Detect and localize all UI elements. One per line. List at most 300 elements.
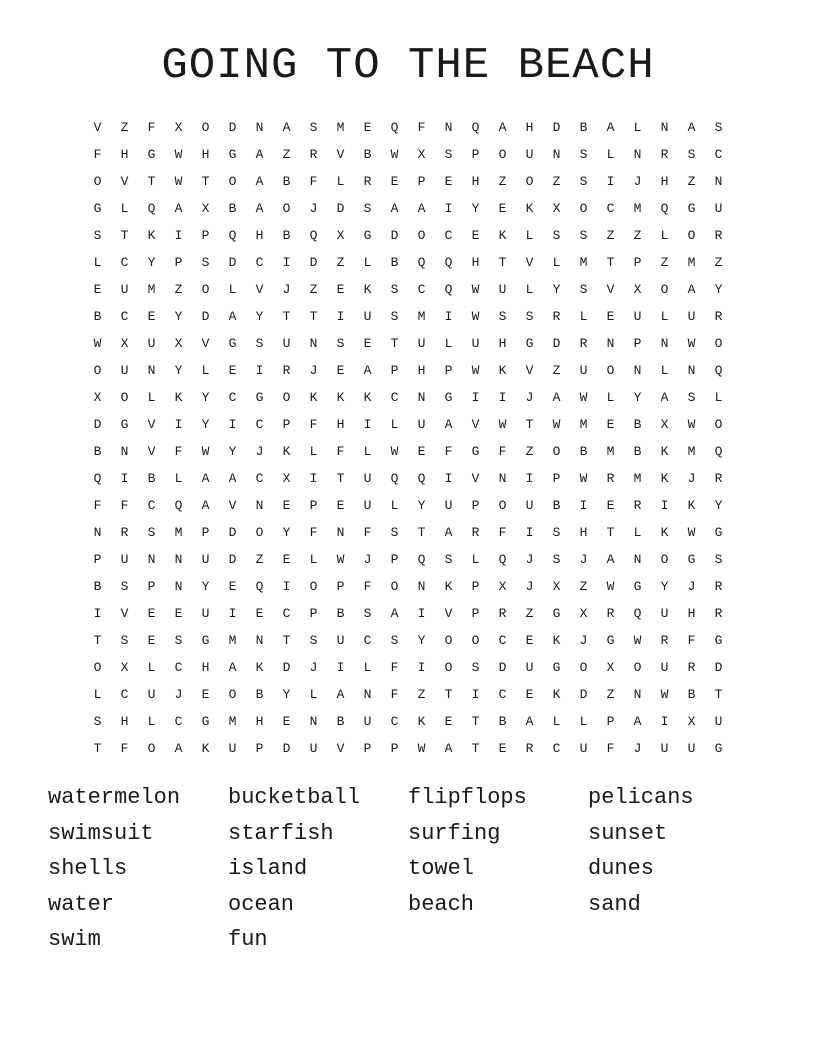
grid-letter: B: [552, 498, 561, 513]
word-list-item: swimsuit: [48, 820, 154, 846]
grid-letter: L: [390, 498, 399, 513]
grid-letter: L: [552, 255, 561, 270]
grid-letter: A: [606, 120, 615, 135]
grid-letter: Z: [417, 687, 426, 702]
grid-letter: O: [498, 147, 507, 162]
grid-letter: C: [282, 606, 291, 621]
grid-letter: G: [633, 579, 642, 594]
grid-letter: J: [633, 174, 642, 189]
grid-letter: B: [228, 201, 237, 216]
grid-letter: L: [660, 309, 669, 324]
word-list-item: ocean: [228, 891, 295, 917]
grid-letter: N: [417, 390, 426, 405]
grid-letter: K: [336, 390, 345, 405]
grid-letter: H: [255, 228, 264, 243]
grid-letter: U: [525, 498, 534, 513]
word-list-item: island: [228, 856, 308, 881]
grid-letter: F: [120, 741, 129, 756]
grid-letter: N: [552, 147, 561, 162]
grid-letter: E: [417, 444, 426, 459]
grid-letter: P: [444, 363, 453, 378]
grid-letter: Q: [255, 579, 264, 594]
word-list: [48, 780, 768, 958]
grid-letter: H: [660, 174, 669, 189]
grid-letter: Z: [120, 120, 129, 135]
grid-letter: G: [552, 606, 561, 621]
grid-letter: W: [336, 552, 345, 567]
grid-letter: I: [444, 471, 453, 486]
grid-letter: I: [471, 390, 480, 405]
grid-letter: E: [498, 201, 507, 216]
grid-letter: S: [579, 228, 588, 243]
grid-letter: B: [336, 606, 345, 621]
grid-letter: W: [471, 309, 480, 324]
grid-letter: I: [336, 309, 345, 324]
grid-letter: Q: [444, 282, 453, 297]
grid-row: [84, 735, 732, 762]
grid-letter: H: [120, 714, 129, 729]
grid-letter: U: [201, 552, 210, 567]
grid-letter: B: [282, 228, 291, 243]
grid-letter: F: [363, 579, 372, 594]
grid-letter: W: [579, 471, 588, 486]
grid-letter: W: [606, 579, 615, 594]
grid-letter: L: [309, 687, 318, 702]
grid-letter: L: [390, 417, 399, 432]
grid-letter: X: [633, 282, 642, 297]
grid-letter: O: [471, 633, 480, 648]
grid-letter: Q: [660, 201, 669, 216]
grid-letter: D: [201, 309, 210, 324]
grid-letter: U: [687, 309, 696, 324]
word-list-item: pelicans: [588, 785, 694, 810]
grid-letter: S: [363, 606, 372, 621]
grid-letter: S: [498, 309, 507, 324]
grid-letter: P: [471, 606, 480, 621]
grid-letter: S: [147, 525, 156, 540]
grid-letter: S: [174, 633, 183, 648]
grid-letter: Y: [552, 282, 561, 297]
grid-letter: A: [174, 741, 183, 756]
puzzle-title: GOING TO THE BEACH: [161, 41, 655, 91]
grid-letter: P: [309, 498, 318, 513]
grid-letter: V: [336, 147, 345, 162]
grid-row: [84, 681, 732, 708]
grid-letter: V: [606, 282, 615, 297]
grid-letter: U: [660, 606, 669, 621]
grid-letter: F: [336, 444, 345, 459]
grid-letter: I: [525, 525, 534, 540]
word-list-item: surfing: [408, 820, 501, 846]
grid-letter: Z: [282, 147, 291, 162]
grid-letter: D: [714, 660, 723, 675]
grid-letter: L: [606, 147, 615, 162]
grid-letter: J: [174, 687, 183, 702]
grid-letter: D: [228, 525, 237, 540]
grid-letter: F: [390, 687, 399, 702]
grid-letter: Y: [228, 444, 237, 459]
grid-letter: Q: [174, 498, 183, 513]
grid-letter: H: [579, 525, 588, 540]
grid-letter: I: [174, 417, 183, 432]
grid-letter: X: [660, 417, 669, 432]
grid-letter: Z: [552, 174, 561, 189]
grid-letter: O: [606, 363, 615, 378]
grid-letter: B: [687, 687, 696, 702]
grid-letter: T: [282, 309, 291, 324]
grid-letter: P: [390, 363, 399, 378]
grid-letter: G: [471, 444, 480, 459]
grid-letter: L: [147, 390, 156, 405]
grid-letter: V: [471, 417, 480, 432]
grid-letter: H: [336, 417, 345, 432]
grid-letter: U: [228, 741, 237, 756]
grid-letter: A: [201, 498, 210, 513]
grid-letter: A: [552, 390, 561, 405]
grid-letter: D: [552, 120, 561, 135]
grid-letter: O: [282, 390, 291, 405]
grid-letter: O: [147, 741, 156, 756]
grid-letter: R: [714, 606, 723, 621]
grid-letter: Q: [417, 552, 426, 567]
grid-letter: A: [633, 714, 642, 729]
grid-letter: R: [363, 174, 372, 189]
grid-letter: O: [390, 579, 399, 594]
grid-letter: H: [417, 363, 426, 378]
grid-letter: T: [525, 417, 534, 432]
grid-letter: O: [633, 660, 642, 675]
grid-letter: P: [174, 255, 183, 270]
grid-letter: B: [336, 714, 345, 729]
grid-letter: O: [579, 201, 588, 216]
grid-letter: T: [471, 714, 480, 729]
grid-letter: Z: [606, 687, 615, 702]
grid-letter: M: [228, 633, 237, 648]
grid-letter: K: [444, 579, 453, 594]
grid-letter: T: [120, 228, 129, 243]
grid-row: [84, 114, 732, 141]
grid-letter: K: [147, 228, 156, 243]
grid-letter: S: [336, 336, 345, 351]
grid-letter: A: [255, 147, 264, 162]
grid-letter: Q: [633, 606, 642, 621]
grid-letter: Z: [336, 255, 345, 270]
grid-letter: V: [147, 417, 156, 432]
grid-letter: S: [390, 633, 399, 648]
grid-letter: L: [174, 471, 183, 486]
grid-letter: A: [390, 606, 399, 621]
grid-letter: Y: [282, 525, 291, 540]
grid-letter: L: [363, 660, 372, 675]
grid-letter: U: [363, 471, 372, 486]
grid-letter: A: [687, 120, 696, 135]
grid-letter: W: [417, 741, 426, 756]
grid-letter: P: [309, 606, 318, 621]
grid-letter: R: [579, 336, 588, 351]
grid-letter: I: [471, 687, 480, 702]
grid-letter: Y: [255, 309, 264, 324]
grid-letter: U: [120, 552, 129, 567]
grid-letter: Y: [714, 498, 723, 513]
grid-letter: D: [390, 228, 399, 243]
grid-letter: L: [525, 282, 534, 297]
grid-letter: I: [336, 660, 345, 675]
grid-letter: O: [93, 363, 102, 378]
grid-letter: P: [633, 255, 642, 270]
grid-letter: T: [606, 255, 615, 270]
grid-letter: W: [390, 444, 399, 459]
grid-letter: Z: [525, 606, 534, 621]
grid-letter: C: [363, 633, 372, 648]
grid-letter: W: [93, 336, 102, 351]
grid-letter: E: [606, 498, 615, 513]
grid-letter: F: [93, 498, 102, 513]
grid-letter: T: [444, 687, 453, 702]
grid-letter: C: [390, 390, 399, 405]
grid-letter: U: [714, 714, 723, 729]
grid-letter: N: [336, 525, 345, 540]
grid-letter: B: [282, 174, 291, 189]
grid-letter: L: [633, 525, 642, 540]
grid-letter: N: [687, 363, 696, 378]
grid-letter: E: [525, 633, 534, 648]
grid-letter: S: [93, 228, 102, 243]
grid-letter: X: [687, 714, 696, 729]
grid-letter: O: [444, 633, 453, 648]
grid-letter: R: [660, 147, 669, 162]
grid-letter: U: [120, 282, 129, 297]
grid-letter: Q: [390, 471, 399, 486]
grid-letter: H: [120, 147, 129, 162]
grid-letter: Q: [228, 228, 237, 243]
grid-letter: E: [147, 606, 156, 621]
grid-letter: K: [660, 525, 669, 540]
grid-letter: U: [309, 741, 318, 756]
grid-letter: L: [309, 444, 318, 459]
grid-letter: A: [498, 120, 507, 135]
word-list-item: sand: [588, 891, 641, 917]
grid-letter: Q: [714, 363, 723, 378]
grid-letter: E: [228, 363, 237, 378]
grid-letter: V: [120, 606, 129, 621]
grid-letter: T: [498, 255, 507, 270]
grid-letter: B: [363, 147, 372, 162]
grid-letter: A: [255, 174, 264, 189]
word-list-item: sunset: [588, 820, 668, 846]
grid-letter: L: [363, 444, 372, 459]
grid-letter: A: [201, 471, 210, 486]
grid-letter: I: [417, 606, 426, 621]
grid-row: [84, 384, 732, 411]
grid-letter: G: [714, 741, 723, 756]
grid-letter: T: [93, 633, 102, 648]
grid-letter: W: [174, 147, 183, 162]
grid-letter: K: [660, 444, 669, 459]
grid-row: [84, 492, 732, 519]
grid-letter: U: [120, 363, 129, 378]
word-list-item: beach: [408, 891, 475, 917]
grid-letter: G: [525, 336, 534, 351]
grid-letter: U: [579, 363, 588, 378]
grid-letter: R: [606, 606, 615, 621]
grid-letter: R: [714, 228, 723, 243]
grid-letter: G: [714, 525, 723, 540]
grid-letter: A: [390, 201, 399, 216]
grid-letter: X: [579, 606, 588, 621]
grid-letter: K: [309, 390, 318, 405]
grid-letter: U: [417, 336, 426, 351]
grid-letter: N: [255, 633, 264, 648]
grid-letter: O: [525, 174, 534, 189]
grid-letter: O: [228, 174, 237, 189]
grid-letter: M: [687, 255, 696, 270]
grid-letter: R: [714, 471, 723, 486]
grid-letter: R: [498, 606, 507, 621]
grid-letter: H: [471, 174, 480, 189]
grid-letter: O: [201, 282, 210, 297]
grid-letter: W: [687, 417, 696, 432]
grid-letter: P: [201, 525, 210, 540]
grid-letter: Q: [309, 228, 318, 243]
grid-letter: C: [174, 714, 183, 729]
grid-row: [84, 276, 732, 303]
grid-letter: A: [606, 552, 615, 567]
grid-letter: O: [309, 579, 318, 594]
grid-letter: I: [228, 417, 237, 432]
grid-letter: P: [201, 228, 210, 243]
grid-letter: I: [228, 606, 237, 621]
grid-letter: U: [201, 606, 210, 621]
grid-letter: Z: [552, 363, 561, 378]
grid-letter: X: [552, 579, 561, 594]
grid-letter: L: [579, 309, 588, 324]
grid-row: [84, 708, 732, 735]
grid-letter: E: [606, 417, 615, 432]
grid-letter: E: [93, 282, 102, 297]
grid-letter: W: [633, 633, 642, 648]
grid-letter: J: [282, 282, 291, 297]
grid-letter: P: [471, 579, 480, 594]
grid-letter: P: [633, 336, 642, 351]
grid-letter: I: [417, 660, 426, 675]
grid-letter: M: [336, 120, 345, 135]
grid-letter: Z: [714, 255, 723, 270]
grid-letter: Y: [471, 201, 480, 216]
grid-letter: S: [714, 120, 723, 135]
grid-letter: C: [714, 147, 723, 162]
grid-letter: Y: [282, 687, 291, 702]
grid-letter: W: [471, 282, 480, 297]
grid-letter: T: [309, 309, 318, 324]
grid-letter: L: [147, 714, 156, 729]
grid-letter: L: [93, 255, 102, 270]
grid-letter: D: [552, 336, 561, 351]
grid-letter: C: [606, 201, 615, 216]
grid-letter: Z: [633, 228, 642, 243]
grid-letter: X: [174, 336, 183, 351]
grid-letter: J: [687, 579, 696, 594]
grid-letter: N: [660, 336, 669, 351]
grid-row: [84, 330, 732, 357]
grid-letter: G: [687, 201, 696, 216]
grid-letter: I: [282, 255, 291, 270]
grid-letter: N: [255, 498, 264, 513]
grid-letter: E: [336, 282, 345, 297]
grid-letter: B: [633, 417, 642, 432]
grid-letter: Q: [417, 471, 426, 486]
grid-letter: B: [633, 444, 642, 459]
grid-letter: O: [201, 120, 210, 135]
grid-letter: G: [552, 660, 561, 675]
grid-letter: B: [498, 714, 507, 729]
grid-letter: F: [309, 174, 318, 189]
grid-letter: S: [309, 633, 318, 648]
grid-letter: N: [633, 363, 642, 378]
grid-letter: E: [471, 228, 480, 243]
grid-letter: U: [282, 336, 291, 351]
grid-letter: U: [687, 741, 696, 756]
grid-letter: Z: [660, 255, 669, 270]
grid-letter: N: [444, 120, 453, 135]
word-list-item: bucketball: [228, 785, 361, 810]
grid-letter: A: [282, 120, 291, 135]
grid-letter: C: [390, 714, 399, 729]
grid-letter: B: [579, 444, 588, 459]
grid-letter: M: [147, 282, 156, 297]
grid-letter: D: [93, 417, 102, 432]
grid-letter: I: [255, 363, 264, 378]
grid-letter: A: [363, 363, 372, 378]
grid-letter: J: [525, 390, 534, 405]
grid-letter: G: [201, 714, 210, 729]
grid-letter: W: [687, 525, 696, 540]
grid-letter: A: [687, 282, 696, 297]
grid-letter: E: [147, 633, 156, 648]
grid-letter: T: [201, 174, 210, 189]
grid-row: [84, 465, 732, 492]
grid-letter: N: [174, 552, 183, 567]
grid-letter: S: [390, 309, 399, 324]
grid-letter: N: [363, 687, 372, 702]
word-list-item: watermelon: [48, 785, 181, 810]
word-list-item: fun: [228, 927, 268, 952]
grid-letter: K: [255, 660, 264, 675]
grid-letter: S: [201, 255, 210, 270]
grid-letter: F: [309, 417, 318, 432]
grid-letter: W: [498, 417, 507, 432]
grid-letter: Z: [606, 228, 615, 243]
grid-letter: E: [444, 174, 453, 189]
grid-letter: L: [660, 363, 669, 378]
grid-row: [84, 519, 732, 546]
grid-letter: Y: [660, 579, 669, 594]
grid-letter: S: [714, 552, 723, 567]
grid-letter: V: [120, 174, 129, 189]
grid-letter: Z: [174, 282, 183, 297]
grid-letter: G: [93, 201, 102, 216]
grid-row: [84, 411, 732, 438]
grid-letter: Y: [147, 255, 156, 270]
grid-letter: L: [660, 228, 669, 243]
grid-letter: P: [417, 174, 426, 189]
grid-letter: T: [606, 525, 615, 540]
grid-letter: I: [525, 471, 534, 486]
grid-row: [84, 438, 732, 465]
grid-letter: U: [363, 309, 372, 324]
grid-letter: U: [660, 741, 669, 756]
grid-letter: S: [309, 120, 318, 135]
grid-letter: J: [525, 579, 534, 594]
